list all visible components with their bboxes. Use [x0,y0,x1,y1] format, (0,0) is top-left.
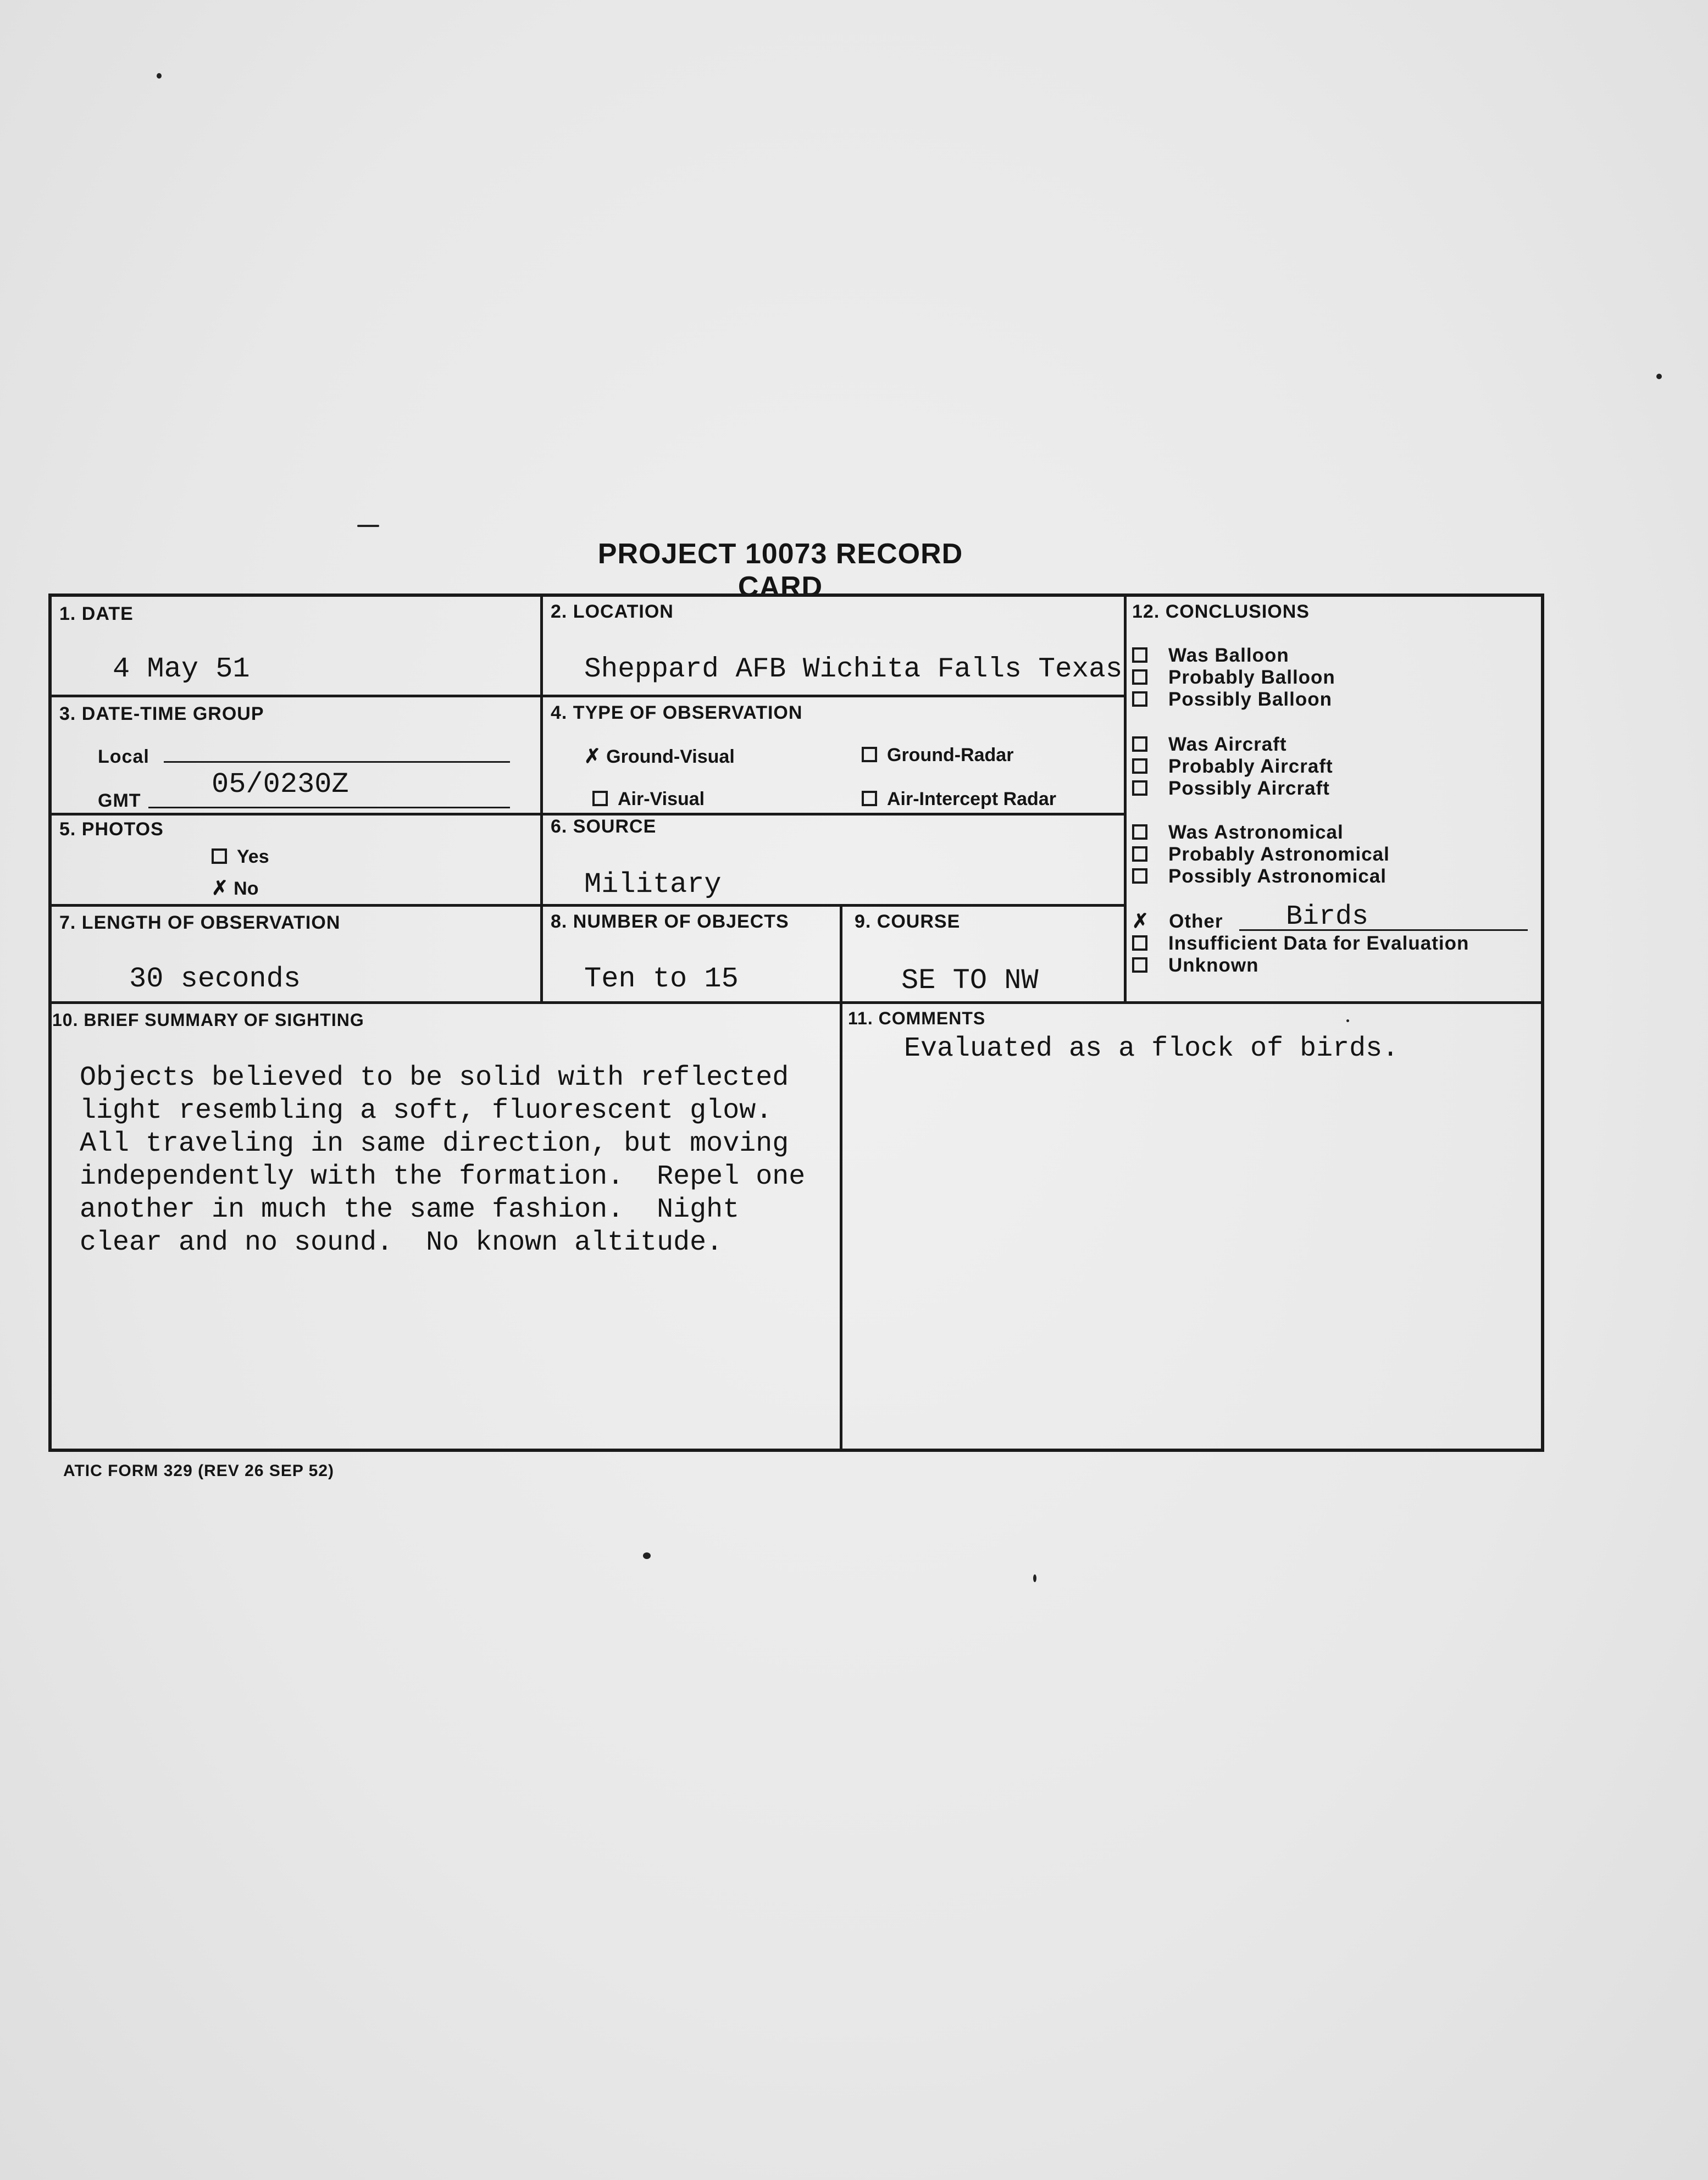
summary-text [80,1029,805,1260]
checkbox[interactable] [592,791,608,806]
local-underline [164,761,510,763]
option-air-visual[interactable]: Air-Visual [592,789,705,810]
conclusion-probably-balloon[interactable]: Probably Balloon [1132,667,1335,689]
checkbox[interactable] [862,747,877,762]
conclusion-was-astronomical[interactable]: Was Astronomical [1132,822,1344,844]
checkbox[interactable] [1132,780,1147,796]
divider [51,813,1125,816]
checkbox[interactable] [1132,647,1147,663]
conclusion-possibly-balloon[interactable]: Possibly Balloon [1132,689,1332,711]
photos-label: 5. PHOTOS [59,819,164,840]
scan-speck [1656,374,1662,379]
divider [51,904,1125,907]
course-value: SE TO NW [901,964,1039,997]
photos-no[interactable]: ✗ No [212,877,259,899]
conclusions-label: 12. CONCLUSIONS [1132,601,1310,622]
divider [51,695,1125,697]
summary-line: another in much the same fashion. Night [80,1194,740,1225]
gmt-label: GMT [98,790,141,811]
checked-mark[interactable]: ✗ [584,745,601,767]
checked-mark[interactable]: ✗ [1132,909,1150,932]
source-value: Military [584,868,722,901]
checked-mark[interactable]: ✗ [212,877,229,899]
option-ground-radar[interactable]: Ground-Radar [862,745,1013,766]
checkbox[interactable] [212,848,227,864]
checkbox[interactable] [1132,669,1147,685]
divider [51,1001,1542,1004]
scan-speck [157,73,162,79]
card-title: PROJECT 10073 RECORD CARD [597,538,963,603]
scan-speck [357,525,379,527]
summary-label: 10. BRIEF SUMMARY OF SIGHTING [52,1010,364,1030]
gmt-underline [148,807,510,808]
comments-label: 11. COMMENTS [848,1008,986,1028]
course-label: 9. COURSE [855,911,961,932]
type-of-observation-label: 4. TYPE OF OBSERVATION [551,702,803,723]
conclusion-possibly-aircraft[interactable]: Possibly Aircraft [1132,778,1330,800]
conclusion-was-aircraft[interactable]: Was Aircraft [1132,734,1287,756]
summary-line: independently with the formation. Repel one [80,1161,806,1192]
comments-value: Evaluated as a flock of birds. [904,1033,1399,1064]
checkbox[interactable] [1132,691,1147,707]
summary-line: All traveling in same direction, but moving [80,1128,789,1160]
conclusion-other-value: Birds [1286,901,1369,933]
checkbox[interactable] [1132,935,1147,951]
conclusion-probably-aircraft[interactable]: Probably Aircraft [1132,756,1333,778]
option-ground-visual[interactable]: ✗ Ground-Visual [584,745,735,767]
other-underline [1239,929,1528,931]
scan-speck [1346,1019,1349,1022]
number-of-objects-label: 8. NUMBER OF OBJECTS [551,911,789,932]
checkbox[interactable] [1132,758,1147,774]
length-value: 30 seconds [129,963,301,995]
photos-yes[interactable]: Yes [212,846,269,868]
conclusion-was-balloon[interactable]: Was Balloon [1132,645,1289,667]
conclusion-unknown[interactable]: Unknown [1132,955,1258,977]
conclusion-probably-astronomical[interactable]: Probably Astronomical [1132,844,1390,866]
date-time-group-label: 3. DATE-TIME GROUP [59,703,264,724]
date-value: 4 May 51 [113,653,250,685]
checkbox[interactable] [1132,957,1147,973]
checkbox[interactable] [862,791,877,806]
checkbox[interactable] [1132,736,1147,752]
checkbox[interactable] [1132,868,1147,884]
conclusion-possibly-astronomical[interactable]: Possibly Astronomical [1132,866,1387,887]
conclusion-insufficient-data[interactable]: Insufficient Data for Evaluation [1132,933,1469,955]
gmt-value: 05/0230Z [212,768,349,801]
divider [540,596,543,1003]
summary-line: light resembling a soft, fluorescent glow. [80,1095,773,1127]
checkbox[interactable] [1132,824,1147,840]
date-label: 1. DATE [59,603,134,624]
location-value: Sheppard AFB Wichita Falls Texas [584,654,1123,685]
checkbox[interactable] [1132,846,1147,862]
scan-speck [643,1552,651,1559]
number-of-objects-value: Ten to 15 [584,963,739,995]
option-air-intercept-radar[interactable]: Air-Intercept Radar [862,789,1056,810]
source-label: 6. SOURCE [551,816,657,837]
conclusion-other[interactable]: ✗ Other [1132,909,1223,932]
scan-speck [1033,1574,1036,1582]
form-number: ATIC FORM 329 (REV 26 SEP 52) [63,1462,335,1480]
summary-line: Objects believed to be solid with reflected [80,1062,789,1094]
summary-line: clear and no sound. No known altitude. [80,1227,723,1258]
divider [840,904,842,1450]
location-label: 2. LOCATION [551,601,674,622]
divider [1124,596,1127,1003]
local-label: Local [98,746,149,767]
length-label: 7. LENGTH OF OBSERVATION [59,912,341,933]
